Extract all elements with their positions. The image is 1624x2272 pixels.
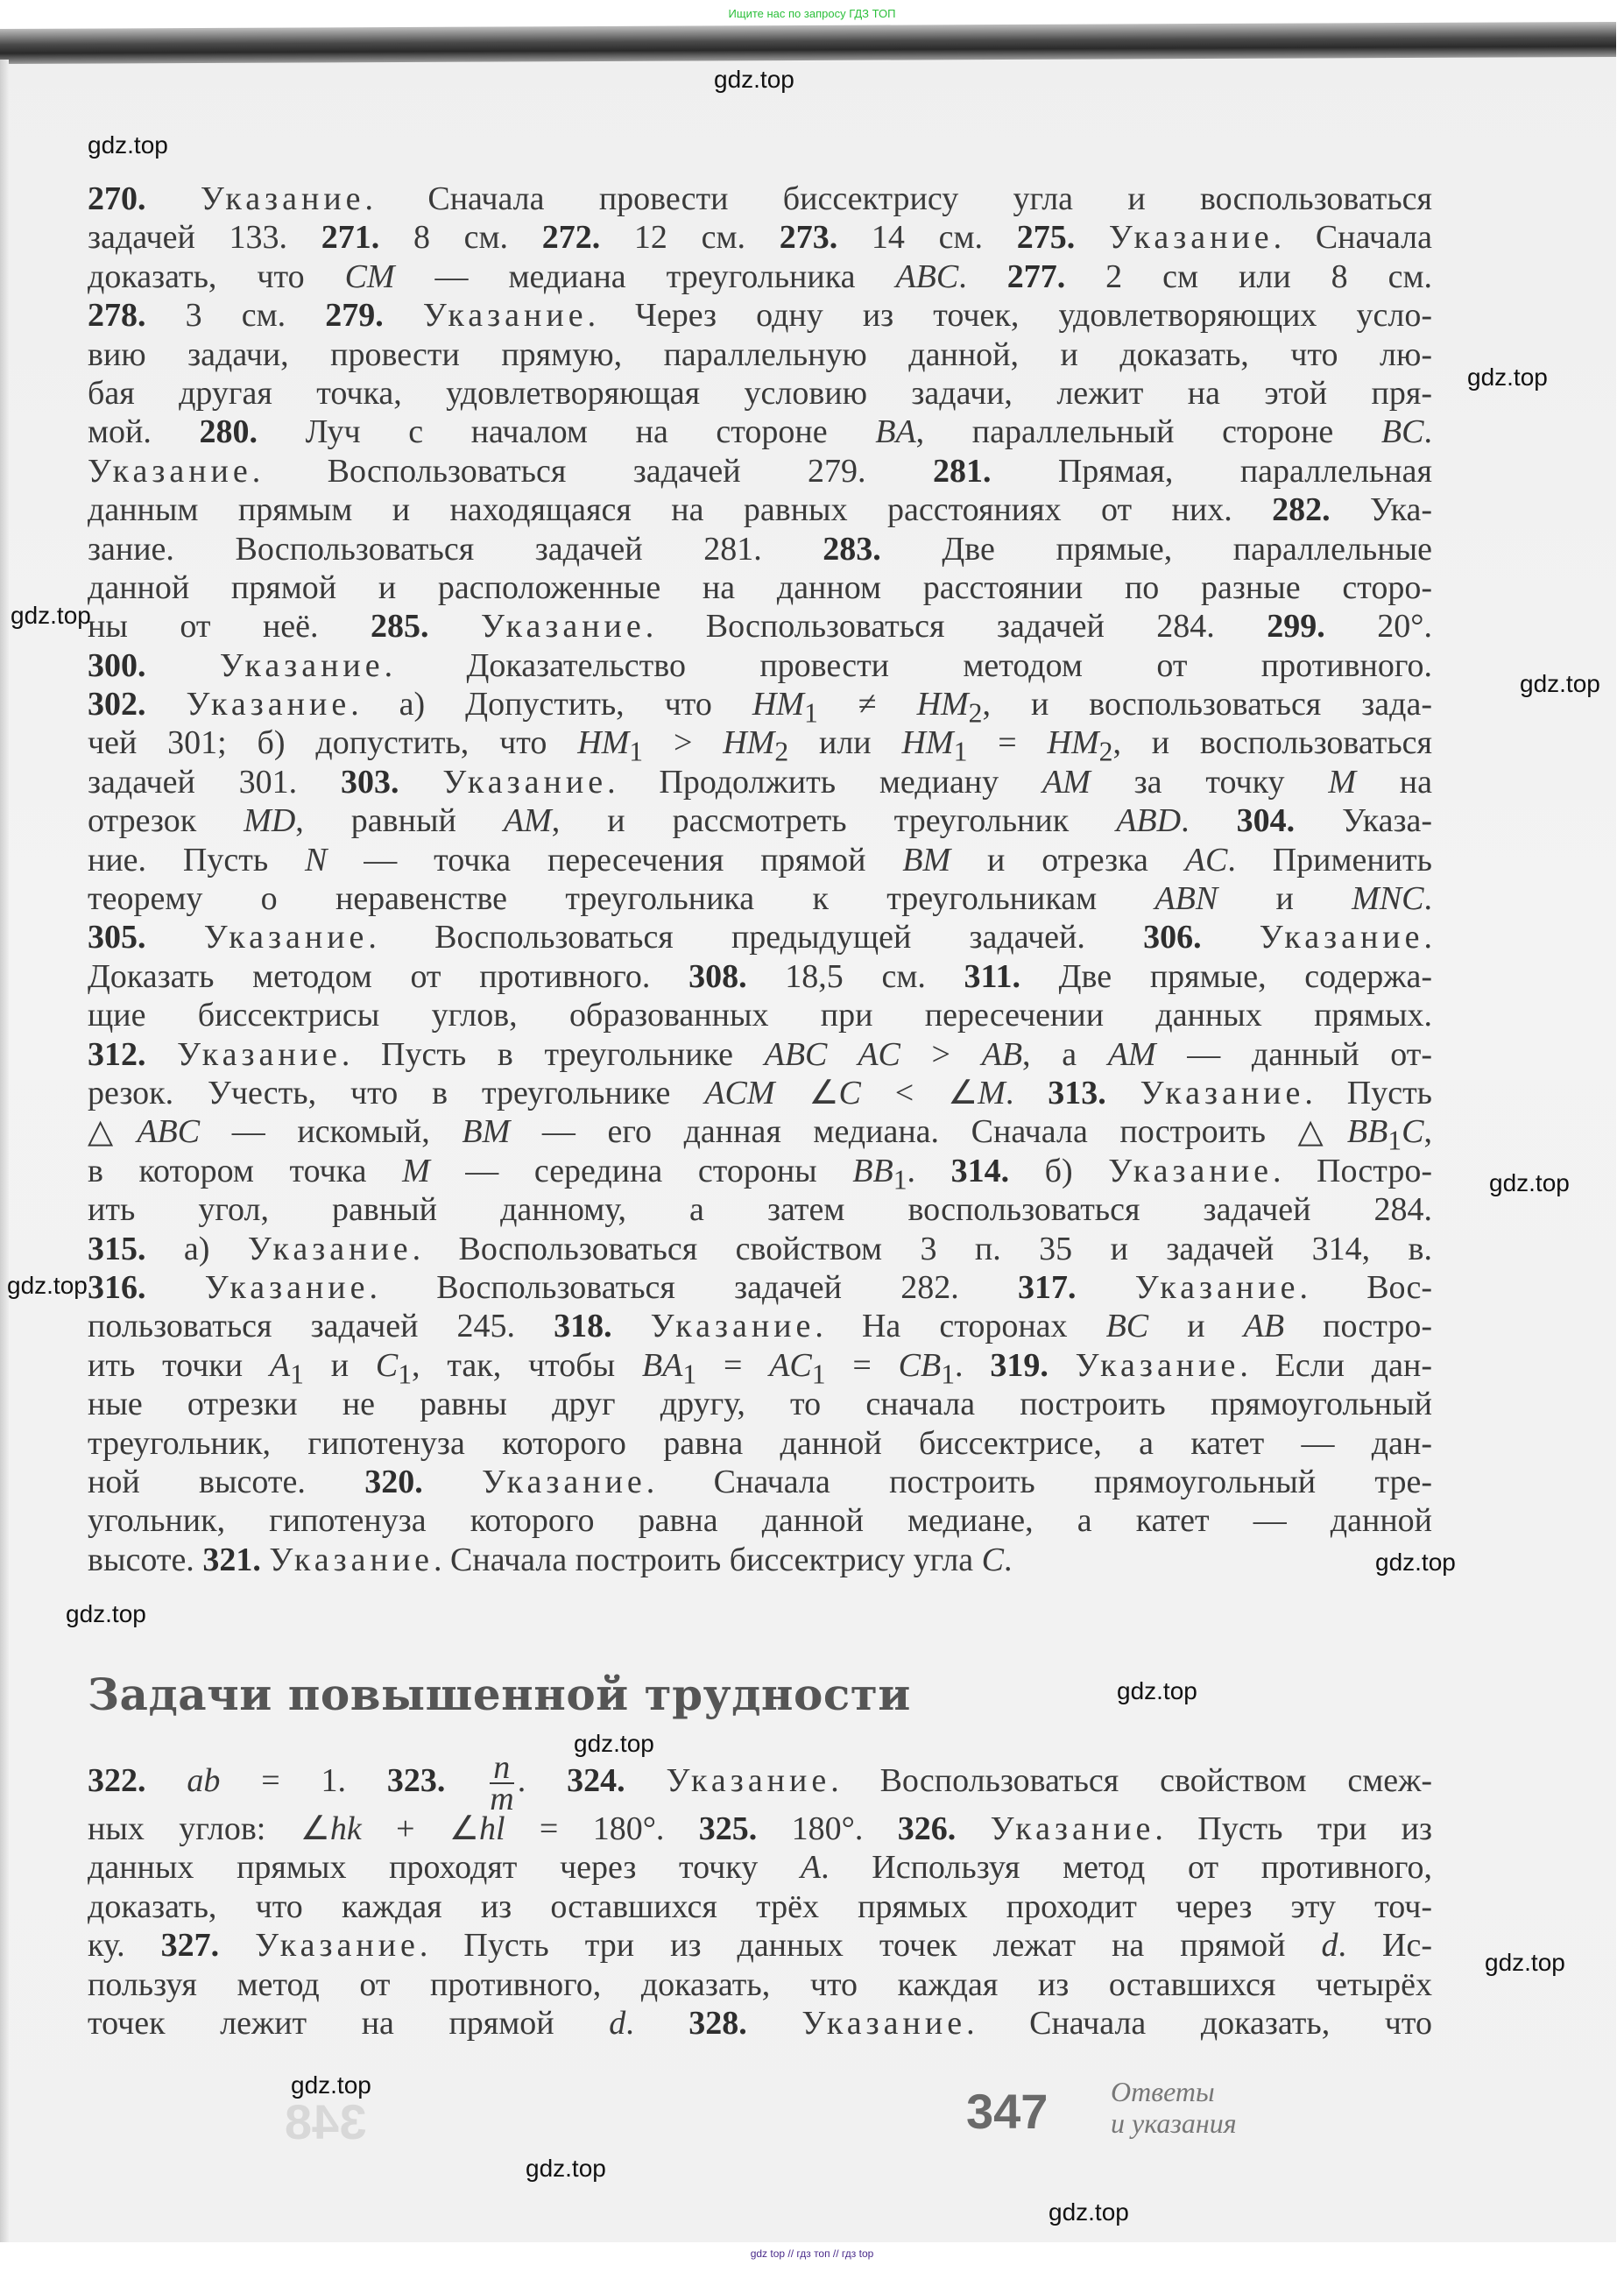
text-line: доказать, что каждая из оставшихся трёх прямых проходит через эту точ- (88, 1887, 1432, 1925)
watermark-text: gdz.top (1117, 1677, 1197, 1704)
text-line: ить угол, равный данному, а затем воспользоваться задачей 284. (88, 1191, 1432, 1229)
text-line: чей 301; б) допустить, что $HM_1 > HM_2$ или $HM_1 = HM_2$, и воспользоваться (88, 724, 1432, 768)
text-line: треугольник, гипотенуза которого равна данной биссектрисе, а катет — дан- (88, 1424, 1432, 1462)
text-line: 315. а) Указание. Воспользоваться свойством 3 п. 35 и задачей 314, в. (88, 1230, 1432, 1267)
watermark-text: gdz.top (1485, 1949, 1565, 1976)
text-line: Указание. Воспользоваться задачей 279. 281. Прямая, параллельная (88, 452, 1432, 490)
text-line: ные отрезки не равны друг другу, то сначала построить прямоугольный (88, 1386, 1432, 1423)
watermark-text: gdz.top (1489, 1169, 1570, 1196)
watermark-text: gdz.top (1049, 2198, 1129, 2226)
watermark-text: gdz.top (7, 1272, 88, 1299)
text-line: вию задачи, провести прямую, параллельную данной, и доказать, что лю- (88, 335, 1432, 373)
page-number: 347 (966, 2084, 1049, 2139)
text-line: данным прямым и находящаяся на равных расстояниях от них. 282. Ука- (88, 491, 1432, 529)
watermark-text: gdz.top (291, 2071, 371, 2099)
footer-label-line2: и указания (1111, 2107, 1237, 2139)
section-heading: Задачи повышенной трудности (88, 1669, 911, 1720)
text-line: угольник, гипотенуза которого равна данной медиане, а катет — данной (88, 1502, 1432, 1540)
page-top-shadow (0, 22, 1616, 64)
text-line: 302. Указание. а) Допустить, что $HM_1 \ne HM_2$, и воспользоваться зада- (88, 686, 1432, 729)
text-line: 312. Указание. Пусть в треугольнике ABC AC > AB, а AM — данный от- (88, 1035, 1432, 1073)
watermark-text: gdz.top (574, 1730, 654, 1757)
search-banner: Ищите нас по запросу ГДЗ ТОП (728, 7, 896, 20)
text-line: в котором точка M — середина стороны $BB_1$. 314. б) Указание. Постро- (88, 1152, 1432, 1196)
text-line: ны от неё. 285. Указание. Воспользоваться задачей 284. 299. 20°. (88, 608, 1432, 646)
bottom-links[interactable]: gdz top // гдз топ // гдз top (750, 2247, 874, 2260)
bleed-through-page-number: 348 (285, 2094, 367, 2149)
text-line: зание. Воспользоваться задачей 281. 283. Две прямые, параллельные (88, 530, 1432, 568)
text-line: ние. Пусть N — точка пересечения прямой BM и отрезка AC. Применить (88, 841, 1432, 878)
text-line: мой. 280. Луч с началом на стороне BA, параллельный стороне BC. (88, 413, 1432, 451)
text-line: данной прямой и расположенные на данном расстоянии по разные сторо- (88, 568, 1432, 606)
text-line: 270. Указание. Сначала провести биссектрису угла и воспользоваться (88, 180, 1433, 217)
watermark-text: gdz.top (66, 1600, 146, 1627)
watermark-text: gdz.top (1520, 670, 1600, 697)
text-line: Доказать методом от противного. 308. 18,5 см. 311. Две прямые, содержа- (88, 957, 1432, 995)
text-line: ку. 327. Указание. Пусть три из данных точек лежат на прямой d. Ис- (88, 1927, 1433, 1965)
text-line: пользоваться задачей 245. 318. Указание. На сторонах BC и AB постро- (88, 1308, 1433, 1345)
text-line: точек лежит на прямой d. 328. Указание. Сначала доказать, что (88, 2004, 1433, 2042)
watermark-text: gdz.top (11, 602, 91, 629)
text-line: 322. ab = 1. 323. $\frac{n}{m}$ . 324. Указание. Воспользоваться свойством смеж- (88, 1749, 1433, 1818)
text-line: ных углов: ∠hk + ∠hl = 180°. 325. 180°. 326. Указание. Пусть три из (88, 1810, 1433, 1847)
watermark-text: gdz.top (1375, 1549, 1456, 1576)
text-line: 305. Указание. Воспользоваться предыдущей задачей. 306. Указание. (88, 919, 1432, 956)
text-line: пользуя метод от противного, доказать, что каждая из оставшихся четырёх (88, 1965, 1432, 2003)
text-line: щие биссектрисы углов, образованных при пересечении данных прямых. (88, 997, 1432, 1034)
text-line: данных прямых проходят через точку A. Используя метод от противного, (88, 1849, 1432, 1887)
text-line: доказать, что CM — медиана треугольника ABC. 277. 2 см или 8 см. (88, 258, 1433, 295)
watermark-text: gdz.top (1467, 363, 1548, 391)
text-line: резок. Учесть, что в треугольнике ACM ∠C < ∠M. 313. Указание. Пусть (88, 1074, 1433, 1111)
advanced-answers-text-block (88, 1749, 1433, 2043)
text-line: бая другая точка, удовлетворяющая условию задачи, лежит на этой пря- (88, 374, 1432, 412)
text-line: задачей 133. 271. 8 см. 272. 12 см. 273. 14 см. 275. Указание. Сначала (88, 219, 1432, 257)
text-line: отрезок MD, равный AM, и рассмотреть треугольник ABD. 304. Указа- (88, 802, 1432, 840)
watermark-text: gdz.top (526, 2155, 606, 2182)
running-footer-label (1111, 2076, 1237, 2139)
text-line: 278. 3 см. 279. Указание. Через одну из точек, удовлетворяющих усло- (88, 297, 1432, 335)
text-line: 300. Указание. Доказательство провести методом от противного. (88, 646, 1433, 684)
answers-text-block (88, 180, 1432, 1579)
watermark-text: gdz.top (714, 66, 794, 93)
text-line: высоте. 321. Указание. Сначала построить биссектрису угла C. (88, 1541, 1013, 1578)
text-line: 316. Указание. Воспользоваться задачей 282. 317. Указание. Вос- (88, 1268, 1433, 1306)
page-left-shadow (0, 60, 9, 2242)
footer-label-line1: Ответы (1111, 2076, 1215, 2107)
watermark-text: gdz.top (88, 131, 168, 159)
text-line: задачей 301. 303. Указание. Продолжить медиану AM за точку M на (88, 763, 1433, 801)
text-line: ной высоте. 320. Указание. Сначала построить прямоугольный тре- (88, 1463, 1433, 1500)
text-line: ить точки $A_1$ и $C_1$, так, чтобы $BA_1 = AC_1 = CB_1$. 319. Указание. Если дан- (88, 1346, 1432, 1390)
text-line: теорему о неравенстве треугольника к треугольникам ABN и MNC. (88, 880, 1432, 918)
text-line: △ABC — искомый, BM — его данная медиана. Сначала построить $\triangle BB_1C$, (88, 1113, 1432, 1156)
